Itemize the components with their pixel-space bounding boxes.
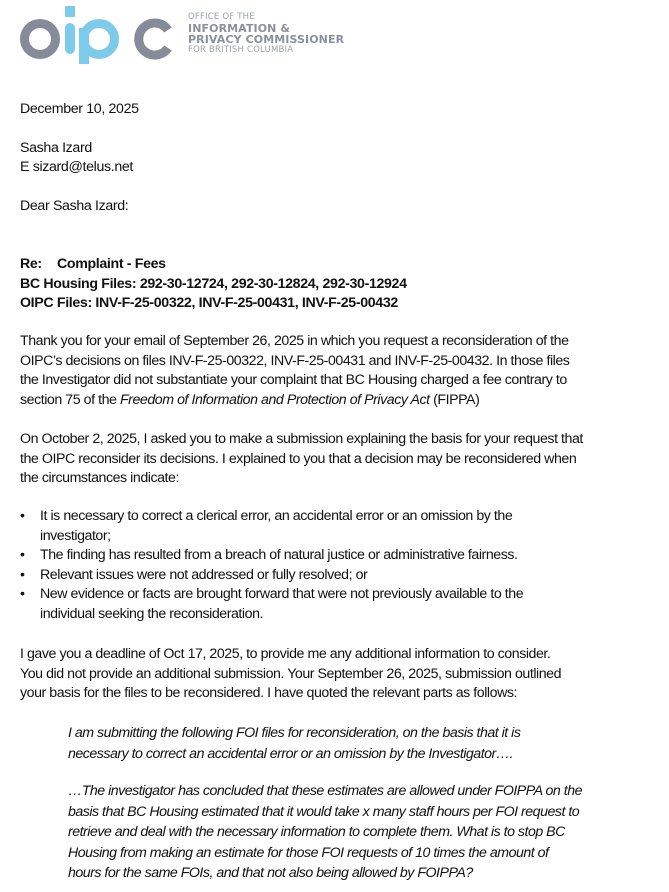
act-reference-pre: section 75 of the xyxy=(20,391,120,408)
recipient-name: Sasha Izard xyxy=(20,140,92,156)
subject-re-line xyxy=(20,254,166,274)
re-label: Re: xyxy=(20,256,42,272)
paragraph-deadline xyxy=(20,645,660,704)
logo-letter-p-stem xyxy=(79,28,89,64)
paragraph-line: On October 2, 2025, I asked you to make a submission explaining the basis for your request that xyxy=(20,431,583,447)
list-item-text: It is necessary to correct a clerical error, an accidental error or an omission by the xyxy=(40,508,513,524)
quote-line: …The investigator has concluded that these estimates are allowed under FOIPPA on the xyxy=(68,783,582,799)
list-item xyxy=(20,546,523,566)
paragraph-line: the OIPC reconsider its decisions. I explained to you that a decision may be reconsidered when xyxy=(20,450,577,467)
list-item-text: New evidence or facts are brought forward that were not previously available to the xyxy=(40,586,524,602)
paragraph-line: I gave you a deadline of Oct 17, 2025, to provide me any additional information to consider. xyxy=(20,646,551,662)
recipient-email-line xyxy=(20,157,133,177)
bullet-icon: • xyxy=(20,566,25,583)
logo-line-1: OFFICE OF THE xyxy=(188,12,255,22)
salutation: Dear Sasha Izard: xyxy=(20,198,129,214)
quote-line: hours for the same FOIs, and that not also being allowed by FOIPPA? xyxy=(68,865,473,881)
act-reference-post: (FIPPA) xyxy=(429,391,480,408)
paragraph-line: Thank you for your email of September 26, 2025 in which you request a reconsideration of the xyxy=(20,333,569,349)
quoted-submission-2 xyxy=(68,781,668,884)
paragraph-intro xyxy=(20,332,660,410)
oipc-logo xyxy=(20,6,344,66)
oipc-logo-mark-icon xyxy=(20,6,176,64)
logo-letter-c xyxy=(139,23,168,55)
quote-line: Housing from making an estimate for those FOI requests of 10 times the amount of xyxy=(68,844,549,861)
bullet-icon: • xyxy=(20,508,25,524)
logo-letter-i-stem xyxy=(65,23,75,54)
paragraph-line xyxy=(20,391,660,411)
bullet-icon: • xyxy=(20,586,25,602)
paragraph-line: the Investigator did not substantiate your complaint that BC Housing charged a fee contrary to xyxy=(20,372,567,388)
list-item xyxy=(20,507,523,546)
quote-line: I am submitting the following FOI files for reconsideration, on the basis that it is xyxy=(68,725,521,741)
logo-line-2: INFORMATION & xyxy=(188,22,291,35)
paragraph-request-submission xyxy=(20,430,660,489)
quoted-submission-1 xyxy=(68,723,668,764)
letter-date: December 10, 2025 xyxy=(20,101,139,117)
logo-line-3: PRIVACY COMMISSIONER xyxy=(188,33,345,46)
logo-line-4: FOR BRITISH COLUMBIA xyxy=(188,45,294,55)
re-text: Complaint - Fees xyxy=(57,256,166,272)
email-prefix: E xyxy=(20,159,30,175)
paragraph-line: You did not provide an additional submission. Your September 26, 2025, submission outlined xyxy=(20,665,562,682)
list-item xyxy=(20,585,523,624)
paragraph-line: OIPC’s decisions on files INV-F-25-00322, INV-F-25-00431 and INV-F-25-00432. In those files xyxy=(20,352,570,369)
list-item-text: Relevant issues were not addressed or fully resolved; or xyxy=(40,566,368,583)
quote-line: basis that BC Housing estimated that it would take x many staff hours per FOI request to xyxy=(68,803,580,820)
act-title: Freedom of Information and Protection of Privacy Act xyxy=(119,391,430,408)
list-item-text: investigator; xyxy=(40,527,111,544)
bc-housing-files: BC Housing Files: 292-30-12724, 292-30-12824, 292-30-12924 xyxy=(20,276,407,292)
quote-line: necessary to correct an accidental error or an omission by the Investigator…. xyxy=(68,745,513,762)
list-item-text: The finding has resulted from a breach of natural justice or administrative fairness. xyxy=(40,547,518,563)
logo-letter-i-dot xyxy=(65,6,75,17)
logo-org-name xyxy=(188,12,344,56)
list-item-text: individual seeking the reconsideration. xyxy=(40,605,264,622)
paragraph-line: your basis for the files to be reconsidered. I have quoted the relevant parts as follows: xyxy=(20,685,518,701)
reconsideration-criteria-list xyxy=(20,507,523,624)
recipient-email: sizard@telus.net xyxy=(32,159,133,175)
bullet-icon: • xyxy=(20,547,25,563)
quote-line: retrieve and deal with the necessary information to complete them. What is to stop BC xyxy=(68,824,565,840)
logo-letter-o xyxy=(25,24,56,55)
list-item xyxy=(20,566,523,586)
paragraph-line: the circumstances indicate: xyxy=(20,470,179,486)
oipc-files: OIPC Files: INV-F-25-00322, INV-F-25-00431, INV-F-25-00432 xyxy=(20,295,398,311)
